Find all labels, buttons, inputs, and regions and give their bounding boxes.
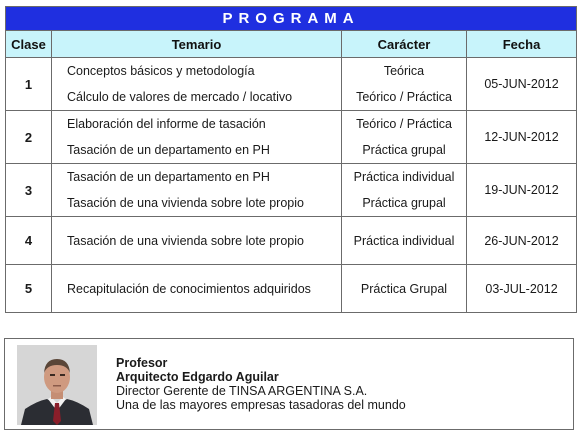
header-caracter: Carácter [342, 31, 467, 58]
profesor-position: Director Gerente de TINSA ARGENTINA S.A. [116, 384, 368, 398]
fecha-cell: 19-JUN-2012 [467, 164, 577, 217]
caracter-cell: Práctica individual [342, 164, 467, 191]
table-row [6, 58, 577, 85]
header-fecha: Fecha [467, 31, 577, 58]
header-clase: Clase [6, 31, 52, 58]
clase-number: 5 [6, 265, 52, 313]
caracter-cell: Práctica Grupal [342, 265, 467, 313]
caracter-cell: Práctica grupal [342, 137, 467, 164]
fecha-cell: 12-JUN-2012 [467, 111, 577, 164]
header-temario: Temario [52, 31, 342, 58]
programa-table [5, 6, 577, 313]
temario-cell: Cálculo de valores de mercado / locativo [52, 84, 342, 111]
temario-cell: Tasación de un departamento en PH [52, 164, 342, 191]
table-row [6, 111, 577, 138]
caracter-cell: Teórico / Práctica [342, 111, 467, 138]
table-title: PROGRAMA [6, 7, 577, 31]
caracter-cell: Práctica individual [342, 217, 467, 265]
person-portrait-icon [17, 345, 97, 425]
temario-cell: Conceptos básicos y metodología [52, 58, 342, 85]
clase-number: 1 [6, 58, 52, 111]
table-row [6, 265, 577, 313]
fecha-cell: 26-JUN-2012 [467, 217, 577, 265]
fecha-cell: 03-JUL-2012 [467, 265, 577, 313]
table-row [6, 164, 577, 191]
caracter-cell: Teórico / Práctica [342, 84, 467, 111]
caracter-cell: Práctica grupal [342, 190, 467, 217]
profesor-description: Una de las mayores empresas tasadoras del mundo [116, 398, 406, 412]
caracter-cell: Teórica [342, 58, 467, 85]
clase-number: 3 [6, 164, 52, 217]
temario-cell: Recapitulación de conocimientos adquiridos [52, 265, 342, 313]
clase-number: 2 [6, 111, 52, 164]
temario-cell: Tasación de una vivienda sobre lote propio [52, 217, 342, 265]
temario-cell: Tasación de una vivienda sobre lote propio [52, 190, 342, 217]
clase-number: 4 [6, 217, 52, 265]
temario-cell: Tasación de un departamento en PH [52, 137, 342, 164]
table-row [6, 217, 577, 265]
fecha-cell: 05-JUN-2012 [467, 58, 577, 111]
profesor-info [116, 356, 406, 412]
profesor-name: Arquitecto Edgardo Aguilar [116, 370, 279, 384]
profesor-heading: Profesor [116, 356, 168, 370]
table-header-row [6, 31, 577, 58]
profesor-box [4, 338, 574, 430]
temario-cell: Elaboración del informe de tasación [52, 111, 342, 138]
